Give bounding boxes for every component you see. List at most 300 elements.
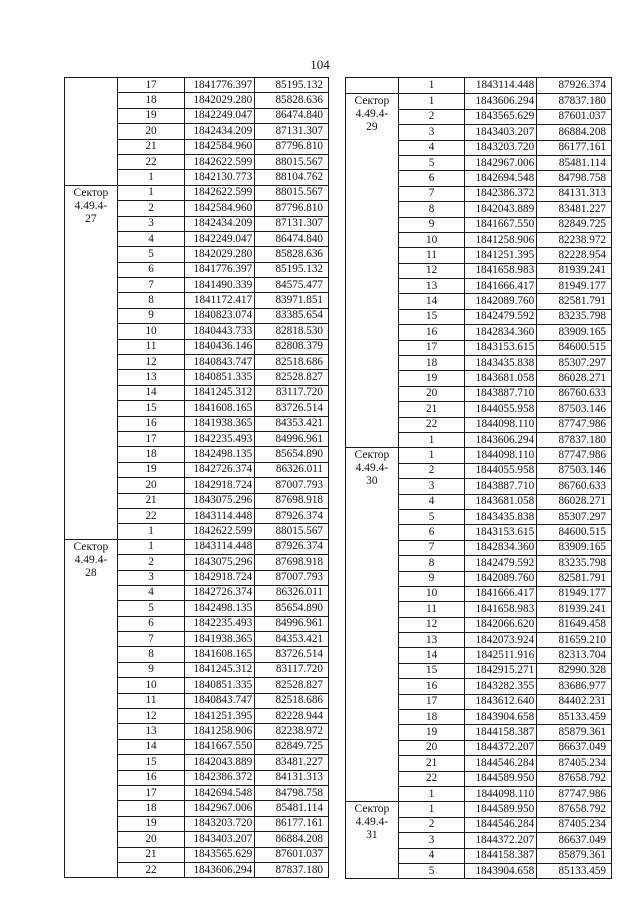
x-coordinate: 1843403.207 — [465, 125, 537, 140]
y-coordinate: 83726.514 — [255, 647, 329, 662]
y-coordinate: 81939.241 — [537, 602, 612, 617]
x-coordinate: 1843606.294 — [185, 862, 255, 877]
point-number: 14 — [117, 739, 184, 754]
point-number: 7 — [398, 540, 464, 555]
x-coordinate: 1843435.838 — [465, 509, 537, 524]
x-coordinate: 1841666.417 — [465, 279, 537, 294]
point-number: 20 — [398, 386, 464, 401]
point-number: 9 — [117, 308, 184, 323]
sector-label-line: Сектор — [354, 449, 390, 462]
point-number: 4 — [398, 494, 464, 509]
y-coordinate: 87747.986 — [537, 448, 612, 463]
y-coordinate: 82518.686 — [255, 693, 329, 708]
point-number: 17 — [117, 431, 184, 446]
y-coordinate: 82228.954 — [537, 248, 612, 263]
x-coordinate: 1842043.889 — [185, 755, 255, 770]
point-number: 13 — [398, 633, 464, 648]
y-coordinate: 87837.180 — [537, 94, 612, 109]
y-coordinate: 84798.758 — [537, 171, 612, 186]
point-number: 17 — [117, 78, 184, 93]
x-coordinate: 1843153.615 — [465, 340, 537, 355]
point-number: 11 — [117, 339, 184, 354]
sector-label — [346, 78, 399, 94]
x-coordinate: 1842834.360 — [465, 540, 537, 555]
x-coordinate: 1844546.284 — [465, 817, 537, 832]
y-coordinate: 86474.840 — [255, 108, 329, 123]
point-number: 3 — [398, 833, 464, 848]
point-number: 6 — [398, 171, 464, 186]
y-coordinate: 87837.180 — [537, 432, 612, 447]
point-number: 19 — [398, 371, 464, 386]
point-number: 1 — [398, 78, 464, 94]
x-coordinate: 1843681.058 — [465, 494, 537, 509]
x-coordinate: 1843565.629 — [185, 847, 255, 862]
y-coordinate: 86326.011 — [255, 585, 329, 600]
x-coordinate: 1842726.374 — [185, 585, 255, 600]
x-coordinate: 1842622.599 — [185, 185, 255, 200]
x-coordinate: 1844589.950 — [465, 802, 537, 817]
x-coordinate: 1842622.599 — [185, 524, 255, 539]
y-coordinate: 82990.328 — [537, 663, 612, 678]
x-coordinate: 1843282.355 — [465, 679, 537, 694]
y-coordinate: 87837.180 — [255, 862, 329, 877]
x-coordinate: 1842029.280 — [185, 247, 255, 262]
y-coordinate: 87601.037 — [255, 847, 329, 862]
sector-label — [65, 185, 118, 539]
point-number: 16 — [117, 770, 184, 785]
y-coordinate: 87796.810 — [255, 201, 329, 216]
point-number: 14 — [398, 294, 464, 309]
point-number: 2 — [117, 555, 184, 570]
y-coordinate: 87926.374 — [537, 78, 612, 94]
point-number: 10 — [117, 678, 184, 693]
y-coordinate: 85828.636 — [255, 247, 329, 262]
point-number: 22 — [117, 508, 184, 523]
x-coordinate: 1842043.889 — [465, 202, 537, 217]
point-number: 22 — [398, 417, 464, 432]
x-coordinate: 1843904.658 — [465, 710, 537, 725]
sector-label-line: 31 — [366, 829, 378, 842]
x-coordinate: 1844098.110 — [465, 448, 537, 463]
x-coordinate: 1842386.372 — [465, 186, 537, 201]
page-number: 104 — [310, 57, 330, 72]
y-coordinate: 82238.972 — [255, 724, 329, 739]
point-number: 5 — [398, 155, 464, 170]
x-coordinate: 1842967.006 — [465, 155, 537, 170]
point-number: 11 — [117, 693, 184, 708]
point-number: 1 — [398, 786, 464, 801]
x-coordinate: 1841658.983 — [465, 263, 537, 278]
point-number: 1 — [398, 432, 464, 447]
x-coordinate: 1843403.207 — [185, 832, 255, 847]
x-coordinate: 1843565.629 — [465, 109, 537, 124]
x-coordinate: 1841667.550 — [465, 217, 537, 232]
point-number: 9 — [398, 571, 464, 586]
point-number: 2 — [398, 463, 464, 478]
x-coordinate: 1843203.720 — [185, 816, 255, 831]
x-coordinate: 1842479.592 — [465, 309, 537, 324]
table-row — [65, 78, 329, 93]
x-coordinate: 1844372.207 — [465, 740, 537, 755]
x-coordinate: 1843887.710 — [465, 479, 537, 494]
y-coordinate: 86028.271 — [537, 371, 612, 386]
y-coordinate: 87747.986 — [537, 417, 612, 432]
y-coordinate: 82581.791 — [537, 571, 612, 586]
y-coordinate: 84600.515 — [537, 525, 612, 540]
point-number: 11 — [398, 602, 464, 617]
sector-label — [65, 78, 118, 186]
point-number: 7 — [117, 278, 184, 293]
y-coordinate: 87503.146 — [537, 463, 612, 478]
point-number: 20 — [117, 832, 184, 847]
point-number: 2 — [398, 817, 464, 832]
x-coordinate: 1841938.365 — [185, 632, 255, 647]
x-coordinate: 1844589.950 — [465, 771, 537, 786]
point-number: 8 — [398, 556, 464, 571]
x-coordinate: 1842694.548 — [465, 171, 537, 186]
point-number: 1 — [117, 170, 184, 185]
sector-label-line: 27 — [85, 212, 97, 225]
point-number: 13 — [398, 279, 464, 294]
coordinates-table-right — [345, 77, 612, 879]
y-coordinate: 83117.720 — [255, 385, 329, 400]
x-coordinate: 1842584.960 — [185, 139, 255, 154]
point-number: 12 — [398, 617, 464, 632]
point-number: 10 — [398, 586, 464, 601]
point-number: 3 — [117, 216, 184, 231]
point-number: 4 — [117, 585, 184, 600]
point-number: 12 — [117, 355, 184, 370]
point-number: 21 — [117, 847, 184, 862]
point-number: 1 — [398, 94, 464, 109]
x-coordinate: 1842130.773 — [185, 170, 255, 185]
x-coordinate: 1840843.747 — [185, 355, 255, 370]
x-coordinate: 1841938.365 — [185, 416, 255, 431]
x-coordinate: 1843114.448 — [185, 539, 255, 554]
x-coordinate: 1841658.983 — [465, 602, 537, 617]
x-coordinate: 1842918.724 — [185, 478, 255, 493]
point-number: 12 — [117, 709, 184, 724]
x-coordinate: 1843606.294 — [465, 432, 537, 447]
y-coordinate: 87131.307 — [255, 124, 329, 139]
sector-label-line: 4.49.4- — [355, 816, 389, 829]
point-number: 19 — [117, 462, 184, 477]
x-coordinate: 1842434.209 — [185, 124, 255, 139]
y-coordinate: 82849.725 — [537, 217, 612, 232]
point-number: 21 — [117, 493, 184, 508]
y-coordinate: 87698.918 — [255, 555, 329, 570]
x-coordinate: 1842386.372 — [185, 770, 255, 785]
table-row — [346, 802, 612, 817]
y-coordinate: 86884.208 — [537, 125, 612, 140]
x-coordinate: 1841251.395 — [185, 709, 255, 724]
x-coordinate: 1842235.493 — [185, 431, 255, 446]
y-coordinate: 86884.208 — [255, 832, 329, 847]
sector-label-line: Сектор — [73, 540, 109, 553]
y-coordinate: 83971.851 — [255, 293, 329, 308]
x-coordinate: 1843203.720 — [465, 140, 537, 155]
y-coordinate: 85828.636 — [255, 93, 329, 108]
point-number: 9 — [117, 662, 184, 677]
y-coordinate: 86177.161 — [537, 140, 612, 155]
y-coordinate: 88015.567 — [255, 185, 329, 200]
y-coordinate: 85133.459 — [537, 710, 612, 725]
x-coordinate: 1844098.110 — [465, 417, 537, 432]
y-coordinate: 83686.977 — [537, 679, 612, 694]
sector-label-line: 4.49.4- — [74, 199, 108, 212]
x-coordinate: 1844372.207 — [465, 833, 537, 848]
x-coordinate: 1843681.058 — [465, 371, 537, 386]
x-coordinate: 1843075.296 — [185, 493, 255, 508]
y-coordinate: 83385.654 — [255, 308, 329, 323]
coordinates-table-left — [64, 77, 329, 878]
y-coordinate: 84353.421 — [255, 632, 329, 647]
x-coordinate: 1842089.760 — [465, 294, 537, 309]
x-coordinate: 1842584.960 — [185, 201, 255, 216]
sector-label-line: Сектор — [354, 803, 390, 816]
x-coordinate: 1841251.395 — [465, 248, 537, 263]
sector-label — [346, 448, 399, 802]
x-coordinate: 1843114.448 — [185, 508, 255, 523]
y-coordinate: 84996.961 — [255, 431, 329, 446]
point-number: 7 — [398, 186, 464, 201]
point-number: 8 — [117, 293, 184, 308]
y-coordinate: 87503.146 — [537, 402, 612, 417]
y-coordinate: 87405.234 — [537, 817, 612, 832]
point-number: 1 — [398, 802, 464, 817]
y-coordinate: 86637.049 — [537, 740, 612, 755]
x-coordinate: 1840843.747 — [185, 693, 255, 708]
y-coordinate: 81939.241 — [537, 263, 612, 278]
y-coordinate: 87131.307 — [255, 216, 329, 231]
y-coordinate: 84996.961 — [255, 616, 329, 631]
point-number: 9 — [398, 217, 464, 232]
y-coordinate: 82228.944 — [255, 709, 329, 724]
x-coordinate: 1841608.165 — [185, 401, 255, 416]
y-coordinate: 84131.313 — [537, 186, 612, 201]
y-coordinate: 88015.567 — [255, 154, 329, 169]
y-coordinate: 82581.791 — [537, 294, 612, 309]
y-coordinate: 85481.114 — [537, 155, 612, 170]
point-number: 13 — [117, 724, 184, 739]
y-coordinate: 82528.827 — [255, 678, 329, 693]
sector-label-line: 4.49.4- — [355, 108, 389, 121]
x-coordinate: 1842694.548 — [185, 785, 255, 800]
y-coordinate: 83909.165 — [537, 325, 612, 340]
sector-label — [65, 539, 118, 878]
point-number: 1 — [117, 539, 184, 554]
sector-label — [346, 94, 399, 448]
point-number: 5 — [398, 509, 464, 524]
point-number: 4 — [117, 231, 184, 246]
y-coordinate: 86760.633 — [537, 386, 612, 401]
x-coordinate: 1842073.924 — [465, 633, 537, 648]
y-coordinate: 85307.297 — [537, 509, 612, 524]
x-coordinate: 1842915.271 — [465, 663, 537, 678]
table-row — [65, 539, 329, 554]
x-coordinate: 1842089.760 — [465, 571, 537, 586]
x-coordinate: 1842498.135 — [185, 447, 255, 462]
point-number: 14 — [398, 648, 464, 663]
y-coordinate: 87926.374 — [255, 539, 329, 554]
sector-label-line: Сектор — [73, 186, 109, 199]
x-coordinate: 1844098.110 — [465, 786, 537, 801]
x-coordinate: 1840823.074 — [185, 308, 255, 323]
sector-label-line: 30 — [366, 475, 378, 488]
point-number: 19 — [398, 725, 464, 740]
point-number: 10 — [117, 324, 184, 339]
x-coordinate: 1842967.006 — [185, 801, 255, 816]
sector-label-line: 4.49.4- — [355, 462, 389, 475]
x-coordinate: 1844055.958 — [465, 463, 537, 478]
point-number: 18 — [117, 801, 184, 816]
point-number: 17 — [398, 340, 464, 355]
sector-label-line: Сектор — [354, 95, 390, 108]
table-row — [65, 185, 329, 200]
x-coordinate: 1842434.209 — [185, 216, 255, 231]
sector-label-line: 4.49.4- — [74, 553, 108, 566]
point-number: 6 — [398, 525, 464, 540]
y-coordinate: 85195.132 — [255, 78, 329, 93]
point-number: 20 — [117, 478, 184, 493]
point-number: 14 — [117, 385, 184, 400]
x-coordinate: 1841245.312 — [185, 385, 255, 400]
table-row — [346, 94, 612, 109]
y-coordinate: 86637.049 — [537, 833, 612, 848]
y-coordinate: 82818.530 — [255, 324, 329, 339]
point-number: 18 — [117, 93, 184, 108]
y-coordinate: 88015.567 — [255, 524, 329, 539]
y-coordinate: 85654.890 — [255, 447, 329, 462]
y-coordinate: 81659.210 — [537, 633, 612, 648]
point-number: 3 — [117, 570, 184, 585]
x-coordinate: 1841776.397 — [185, 78, 255, 93]
x-coordinate: 1844158.387 — [465, 725, 537, 740]
y-coordinate: 81949.177 — [537, 279, 612, 294]
point-number: 5 — [398, 863, 464, 878]
point-number: 18 — [398, 356, 464, 371]
y-coordinate: 86028.271 — [537, 494, 612, 509]
x-coordinate: 1840851.335 — [185, 678, 255, 693]
point-number: 5 — [117, 601, 184, 616]
point-number: 19 — [117, 816, 184, 831]
point-number: 1 — [117, 524, 184, 539]
point-number: 5 — [117, 247, 184, 262]
x-coordinate: 1842918.724 — [185, 570, 255, 585]
x-coordinate: 1842834.360 — [465, 325, 537, 340]
y-coordinate: 84402.231 — [537, 694, 612, 709]
y-coordinate: 83235.798 — [537, 556, 612, 571]
x-coordinate: 1843612.640 — [465, 694, 537, 709]
x-coordinate: 1841666.417 — [465, 586, 537, 601]
y-coordinate: 87796.810 — [255, 139, 329, 154]
y-coordinate: 83481.227 — [255, 755, 329, 770]
point-number: 15 — [117, 401, 184, 416]
y-coordinate: 87698.918 — [255, 493, 329, 508]
y-coordinate: 87007.793 — [255, 478, 329, 493]
point-number: 17 — [117, 785, 184, 800]
point-number: 4 — [398, 140, 464, 155]
y-coordinate: 84353.421 — [255, 416, 329, 431]
point-number: 13 — [117, 370, 184, 385]
y-coordinate: 84575.477 — [255, 278, 329, 293]
x-coordinate: 1844158.387 — [465, 848, 537, 863]
y-coordinate: 87747.986 — [537, 786, 612, 801]
point-number: 6 — [117, 616, 184, 631]
x-coordinate: 1842726.374 — [185, 462, 255, 477]
y-coordinate: 86326.011 — [255, 462, 329, 477]
x-coordinate: 1840443.733 — [185, 324, 255, 339]
y-coordinate: 84131.313 — [255, 770, 329, 785]
y-coordinate: 86474.840 — [255, 231, 329, 246]
point-number: 10 — [398, 232, 464, 247]
point-number: 18 — [117, 447, 184, 462]
y-coordinate: 83909.165 — [537, 540, 612, 555]
x-coordinate: 1842066.620 — [465, 617, 537, 632]
y-coordinate: 87007.793 — [255, 570, 329, 585]
x-coordinate: 1842249.047 — [185, 231, 255, 246]
x-coordinate: 1843114.448 — [465, 78, 537, 94]
y-coordinate: 83726.514 — [255, 401, 329, 416]
x-coordinate: 1841667.550 — [185, 739, 255, 754]
y-coordinate: 87926.374 — [255, 508, 329, 523]
x-coordinate: 1842479.592 — [465, 556, 537, 571]
point-number: 19 — [117, 108, 184, 123]
point-number: 11 — [398, 248, 464, 263]
y-coordinate: 85307.297 — [537, 356, 612, 371]
y-coordinate: 85879.361 — [537, 725, 612, 740]
y-coordinate: 87658.792 — [537, 771, 612, 786]
x-coordinate: 1843606.294 — [465, 94, 537, 109]
table-row — [346, 78, 612, 94]
x-coordinate: 1841172.417 — [185, 293, 255, 308]
point-number: 16 — [117, 416, 184, 431]
x-coordinate: 1843904.658 — [465, 863, 537, 878]
x-coordinate: 1841258.906 — [185, 724, 255, 739]
x-coordinate: 1841245.312 — [185, 662, 255, 677]
point-number: 1 — [398, 448, 464, 463]
point-number: 22 — [117, 154, 184, 169]
point-number: 22 — [117, 862, 184, 877]
x-coordinate: 1842235.493 — [185, 616, 255, 631]
y-coordinate: 87601.037 — [537, 109, 612, 124]
x-coordinate: 1841608.165 — [185, 647, 255, 662]
x-coordinate: 1842249.047 — [185, 108, 255, 123]
x-coordinate: 1843435.838 — [465, 356, 537, 371]
x-coordinate: 1842511.916 — [465, 648, 537, 663]
sector-label-line: 29 — [366, 121, 378, 134]
table-row — [346, 448, 612, 463]
x-coordinate: 1841776.397 — [185, 262, 255, 277]
sector-label-line: 28 — [85, 566, 97, 579]
point-number: 6 — [117, 262, 184, 277]
point-number: 21 — [117, 139, 184, 154]
y-coordinate: 85481.114 — [255, 801, 329, 816]
x-coordinate: 1843075.296 — [185, 555, 255, 570]
point-number: 1 — [117, 185, 184, 200]
point-number: 3 — [398, 125, 464, 140]
y-coordinate: 82313.704 — [537, 648, 612, 663]
y-coordinate: 82849.725 — [255, 739, 329, 754]
x-coordinate: 1840436.146 — [185, 339, 255, 354]
point-number: 8 — [117, 647, 184, 662]
point-number: 4 — [398, 848, 464, 863]
y-coordinate: 88104.762 — [255, 170, 329, 185]
point-number: 2 — [398, 109, 464, 124]
point-number: 2 — [117, 201, 184, 216]
point-number: 18 — [398, 710, 464, 725]
x-coordinate: 1842622.599 — [185, 154, 255, 169]
